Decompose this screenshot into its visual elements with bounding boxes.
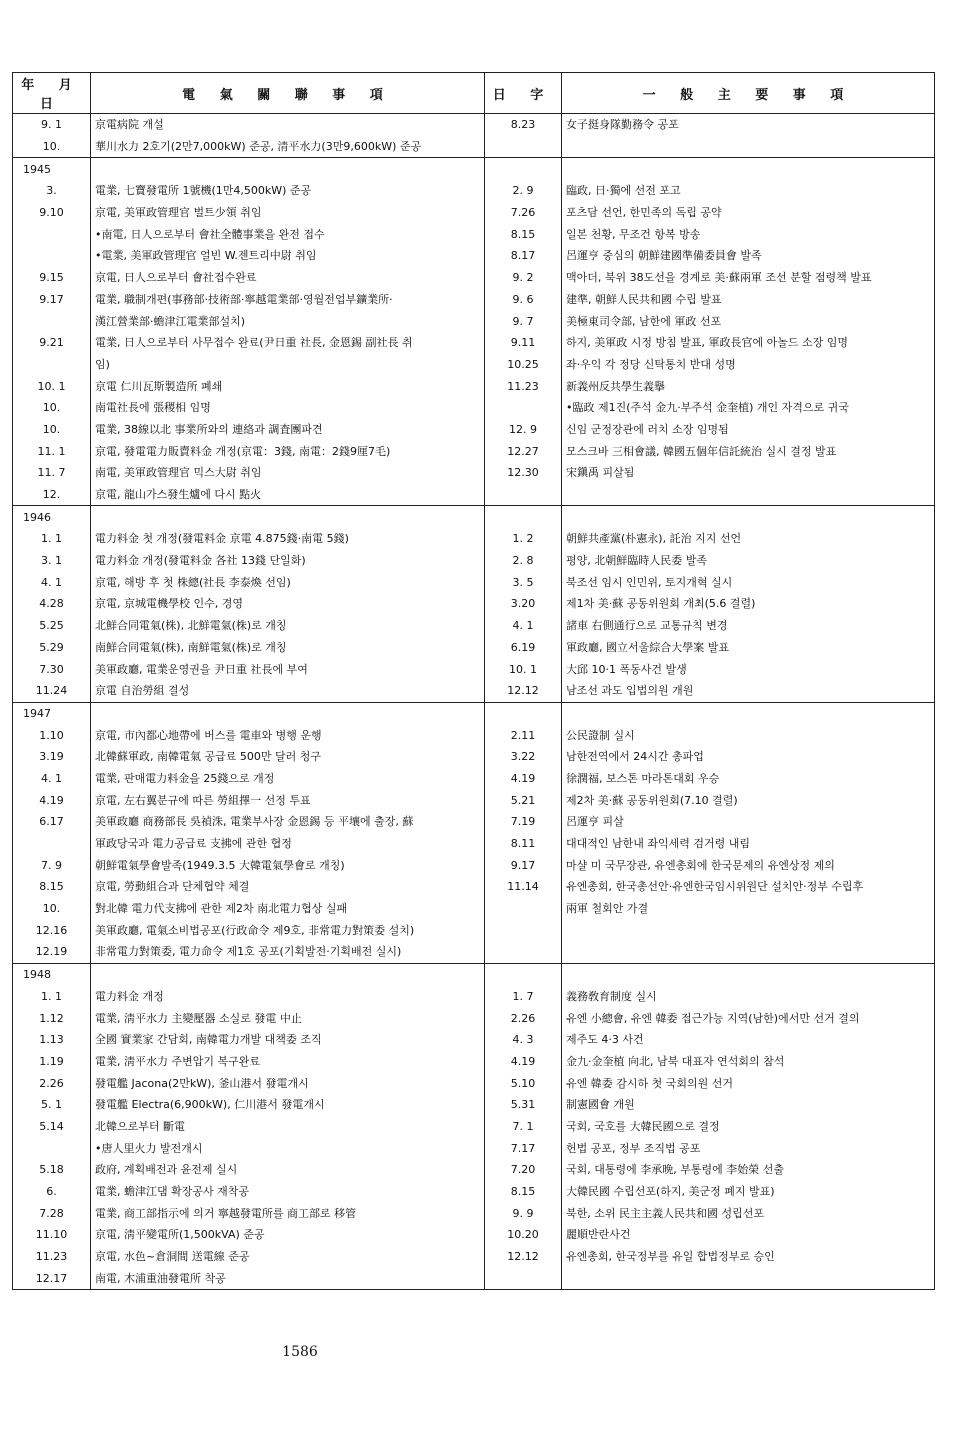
table-row: [13, 919, 935, 941]
table-row: [13, 986, 935, 1008]
general-event-cell: [562, 919, 935, 941]
date2-cell: 7. 1: [485, 1116, 562, 1138]
electric-event-cell: 發電艦 Electra(6,900kW), 仁川港서 發電개시: [91, 1094, 485, 1116]
electric-event-cell: •電業, 美軍政管理官 얼빈 W.젠트리中尉 취임: [91, 245, 485, 267]
general-event-cell: 義務敎育制度 실시: [562, 986, 935, 1008]
date2-cell: [485, 1267, 562, 1289]
date-cell: 4. 1: [13, 768, 91, 790]
general-event-cell: 呂運亨 피살: [562, 811, 935, 833]
table-row: [13, 528, 935, 550]
electric-event-cell: 電業, 蟾津江댐 확장공사 재착공: [91, 1181, 485, 1203]
date2-cell: 3. 5: [485, 571, 562, 593]
electric-event-cell: 電業, 38線以北 事業所와의 連絡과 調査團파견: [91, 419, 485, 441]
date2-cell: 3.22: [485, 746, 562, 768]
date2-cell: 7.17: [485, 1137, 562, 1159]
general-event-cell: 맥아더, 북위 38도선을 경계로 美·蘇兩軍 조선 분할 점령책 발표: [562, 267, 935, 289]
electric-event-cell: 南鮮合同電氣(株), 南鮮電氣(株)로 개칭: [91, 637, 485, 659]
table-row: [13, 1007, 935, 1029]
electric-event-cell: 電業, 淸平水力 주변압기 복구완료: [91, 1051, 485, 1073]
general-event-cell: [562, 1267, 935, 1289]
date2-cell: [485, 397, 562, 419]
date2-cell: [485, 136, 562, 158]
electric-event-cell: 京電 仁川瓦斯製造所 폐쇄: [91, 375, 485, 397]
electric-event-cell: 電力料金 개정: [91, 986, 485, 1008]
date-cell: 8.15: [13, 876, 91, 898]
table-row: [13, 789, 935, 811]
general-event-cell: 제주도 4·3 사건: [562, 1029, 935, 1051]
general-event-cell: 徐潤福, 보스톤 마라톤대회 우승: [562, 768, 935, 790]
general-event-cell: •臨政 제1진(주석 金九·부주석 金奎植) 개인 자격으로 귀국: [562, 397, 935, 419]
date-cell: 12.16: [13, 919, 91, 941]
header-date2: 日 字: [485, 73, 562, 114]
general-event-cell: [562, 158, 935, 180]
table-row: [13, 833, 935, 855]
chronology-table: [12, 72, 935, 1290]
electric-event-cell: 京電, 左右翼분규에 따른 勞組擇一 선정 투표: [91, 789, 485, 811]
date2-cell: [485, 506, 562, 528]
general-event-cell: 美極東司令部, 남한에 軍政 선포: [562, 310, 935, 332]
table-row: [13, 876, 935, 898]
general-event-cell: 포츠담 선언, 한민족의 독립 공약: [562, 202, 935, 224]
year-row: [13, 963, 935, 985]
table-row: [13, 658, 935, 680]
general-event-cell: 대대적인 남한내 좌익세력 검거령 내림: [562, 833, 935, 855]
table-row: [13, 898, 935, 920]
date-cell: 3.: [13, 180, 91, 202]
general-event-cell: 大邱 10·1 폭동사건 발생: [562, 658, 935, 680]
electric-event-cell: 電業, 판매電力料金을 25錢으로 개정: [91, 768, 485, 790]
general-event-cell: 유엔 韓委 감시하 첫 국회의원 선거: [562, 1072, 935, 1094]
table-row: [13, 397, 935, 419]
table-row: [13, 1224, 935, 1246]
general-event-cell: 일본 천황, 무조건 항복 방송: [562, 223, 935, 245]
table-row: [13, 571, 935, 593]
header-electric-events: 電 氣 關 聯 事 項: [91, 73, 485, 114]
electric-event-cell: 軍政당국과 電力공급료 支拂에 관한 협정: [91, 833, 485, 855]
table-row: [13, 1159, 935, 1181]
electric-event-cell: 北韓蘇軍政, 南韓電氣 공급료 500만 달러 청구: [91, 746, 485, 768]
date-cell: 1.10: [13, 724, 91, 746]
date-cell: 11. 7: [13, 462, 91, 484]
date2-cell: [485, 963, 562, 985]
general-event-cell: 신임 군정장관에 러치 소장 임명됨: [562, 419, 935, 441]
electric-event-cell: 京電, 淸平變電所(1,500kVA) 준공: [91, 1224, 485, 1246]
date2-cell: 12.27: [485, 440, 562, 462]
date2-cell: 4. 1: [485, 615, 562, 637]
table-row: [13, 114, 935, 136]
table-row: [13, 1137, 935, 1159]
general-event-cell: 呂運亨 중심의 朝鮮建國準備委員會 발족: [562, 245, 935, 267]
date2-cell: 9.17: [485, 854, 562, 876]
date2-cell: 12. 9: [485, 419, 562, 441]
electric-event-cell: 美軍政廳, 電業운영권을 尹日重 社長에 부여: [91, 658, 485, 680]
electric-event-cell: 對北韓 電力代支拂에 관한 제2차 南北電力협상 실패: [91, 898, 485, 920]
table-row: [13, 375, 935, 397]
electric-event-cell: [91, 158, 485, 180]
date2-cell: 9. 7: [485, 310, 562, 332]
date2-cell: [485, 898, 562, 920]
table-row: [13, 1202, 935, 1224]
table-row: [13, 289, 935, 311]
page-number: 1586: [282, 1344, 318, 1360]
date2-cell: 11.23: [485, 375, 562, 397]
electric-event-cell: 美軍政廳, 電氣소비법공포(行政命令 제9호, 非常電力對策委 설치): [91, 919, 485, 941]
table-row: [13, 245, 935, 267]
date2-cell: 2. 8: [485, 550, 562, 572]
date-cell: 2.26: [13, 1072, 91, 1094]
electric-event-cell: 京電, 日人으로부터 會社접수완료: [91, 267, 485, 289]
general-event-cell: 軍政廳, 國立서울綜合大學案 발표: [562, 637, 935, 659]
date-cell: [13, 833, 91, 855]
general-event-cell: 建準, 朝鮮人民共和國 수립 발표: [562, 289, 935, 311]
table-row: [13, 1116, 935, 1138]
general-event-cell: 宋鎭禹 피살됨: [562, 462, 935, 484]
date-cell: 4.19: [13, 789, 91, 811]
table-row: [13, 1181, 935, 1203]
table-row: [13, 202, 935, 224]
general-event-cell: 大韓民國 수립선포(하지, 美군정 폐지 발표): [562, 1181, 935, 1203]
year-row: [13, 702, 935, 724]
electric-event-cell: 電力料金 개정(發電料金 各社 13錢 단일화): [91, 550, 485, 572]
date-cell: 6.: [13, 1181, 91, 1203]
general-event-cell: 朝鮮共產黨(朴憲永), 託治 지지 선언: [562, 528, 935, 550]
electric-event-cell: 華川水力 2호기(2만7,000kW) 준공, 清平水力(3만9,600kW) 준공: [91, 136, 485, 158]
general-event-cell: 諸車 右側通行으로 교통규칙 변경: [562, 615, 935, 637]
date2-cell: 4.19: [485, 1051, 562, 1073]
electric-event-cell: 電業, 七寶發電所 1號機(1만4,500kW) 준공: [91, 180, 485, 202]
date2-cell: 9. 9: [485, 1202, 562, 1224]
date2-cell: 10.25: [485, 354, 562, 376]
general-event-cell: 麗順반란사건: [562, 1224, 935, 1246]
date2-cell: 10. 1: [485, 658, 562, 680]
electric-event-cell: •唐人里火力 발전개시: [91, 1137, 485, 1159]
table-row: [13, 136, 935, 158]
date-cell: 11.24: [13, 680, 91, 702]
date-cell: 9. 1: [13, 114, 91, 136]
date2-cell: 8.17: [485, 245, 562, 267]
date-cell: 1. 1: [13, 528, 91, 550]
electric-event-cell: 京電, 京城電機學校 인수, 경영: [91, 593, 485, 615]
table-row: [13, 419, 935, 441]
electric-event-cell: 北鮮合同電氣(株), 北鮮電氣(株)로 개칭: [91, 615, 485, 637]
date-cell: 10.: [13, 397, 91, 419]
general-event-cell: 臨政, 日·獨에 선전 포고: [562, 180, 935, 202]
date-cell: 11. 1: [13, 440, 91, 462]
table-row: [13, 1029, 935, 1051]
date2-cell: 8.15: [485, 223, 562, 245]
general-event-cell: 북한, 소위 民主主義人民共和國 성립선포: [562, 1202, 935, 1224]
date-cell: 6.17: [13, 811, 91, 833]
general-event-cell: 제1차 美·蘇 공동위원회 개최(5.6 결렬): [562, 593, 935, 615]
date2-cell: 7.20: [485, 1159, 562, 1181]
date-cell: 7. 9: [13, 854, 91, 876]
table-row: [13, 440, 935, 462]
electric-event-cell: 京電, 發電電力販賣料金 개정(京電：3錢, 南電：2錢9厘7毛): [91, 440, 485, 462]
date-cell: 5.25: [13, 615, 91, 637]
general-event-cell: 국회, 대통령에 李承晩, 부통령에 李始榮 선출: [562, 1159, 935, 1181]
general-event-cell: 公民證制 실시: [562, 724, 935, 746]
table-row: [13, 1051, 935, 1073]
electric-event-cell: 京電, 美軍政管理官 벌트少領 취임: [91, 202, 485, 224]
table-row: [13, 811, 935, 833]
date-cell: 5.29: [13, 637, 91, 659]
general-event-cell: 좌·우익 각 정당 신탁통치 반대 성명: [562, 354, 935, 376]
date-cell: 1. 1: [13, 986, 91, 1008]
header-row: [13, 73, 935, 114]
general-event-cell: 新義州反共學生義擧: [562, 375, 935, 397]
table-row: [13, 1246, 935, 1268]
date2-cell: 7.19: [485, 811, 562, 833]
electric-event-cell: 全國 實業家 간담회, 南韓電力개발 대책委 조직: [91, 1029, 485, 1051]
date-cell: 9.17: [13, 289, 91, 311]
date2-cell: 5.31: [485, 1094, 562, 1116]
date2-cell: [485, 158, 562, 180]
date-cell: 11.10: [13, 1224, 91, 1246]
electric-event-cell: [91, 506, 485, 528]
date-cell: [13, 310, 91, 332]
date2-cell: [485, 941, 562, 963]
date-cell: 10. 1: [13, 375, 91, 397]
electric-event-cell: 北韓으로부터 斷電: [91, 1116, 485, 1138]
general-event-cell: 兩軍 철회안 가결: [562, 898, 935, 920]
electric-event-cell: 임): [91, 354, 485, 376]
date2-cell: 8.23: [485, 114, 562, 136]
date-cell: 5.18: [13, 1159, 91, 1181]
electric-event-cell: 京電病院 개설: [91, 114, 485, 136]
general-event-cell: 유엔총회, 한국총선안·유엔한국임시위원단 설치안·정부 수립후: [562, 876, 935, 898]
date2-cell: 10.20: [485, 1224, 562, 1246]
date2-cell: 3.20: [485, 593, 562, 615]
table-body: [13, 114, 935, 1290]
date2-cell: 12.30: [485, 462, 562, 484]
table-row: [13, 223, 935, 245]
table-row: [13, 854, 935, 876]
electric-event-cell: [91, 963, 485, 985]
date-cell: 9.21: [13, 332, 91, 354]
table-row: [13, 637, 935, 659]
electric-event-cell: 電業, 日人으로부터 사무접수 완료(尹日重 社長, 金恩錫 副社長 취: [91, 332, 485, 354]
date-cell: 1946: [13, 506, 91, 528]
date2-cell: 12.12: [485, 680, 562, 702]
date2-cell: 9.11: [485, 332, 562, 354]
electric-event-cell: 電業, 職制개편(事務部·技術部·寧越電業部·영월전업부鑛業所·: [91, 289, 485, 311]
electric-event-cell: 京電, 勞動組合과 단체협약 체결: [91, 876, 485, 898]
table-row: [13, 941, 935, 963]
date-cell: 10.: [13, 419, 91, 441]
date2-cell: 5.10: [485, 1072, 562, 1094]
table-row: [13, 680, 935, 702]
electric-event-cell: 非常電力對策委, 電力命令 제1호 공포(기획발전·기획배전 실시): [91, 941, 485, 963]
date-cell: [13, 1137, 91, 1159]
date2-cell: 4. 3: [485, 1029, 562, 1051]
date2-cell: 1. 7: [485, 986, 562, 1008]
electric-event-cell: 電力料金 첫 개정(發電料金 京電 4.875錢·南電 5錢): [91, 528, 485, 550]
date2-cell: [485, 484, 562, 506]
electric-event-cell: 京電, 해방 후 첫 株總(社長 李泰煥 선임): [91, 571, 485, 593]
general-event-cell: 국회, 국호를 大韓民國으로 결정: [562, 1116, 935, 1138]
date-cell: 1947: [13, 702, 91, 724]
date2-cell: 9. 2: [485, 267, 562, 289]
date-cell: [13, 354, 91, 376]
table-row: [13, 746, 935, 768]
general-event-cell: 남조선 과도 입법의원 개원: [562, 680, 935, 702]
general-event-cell: [562, 484, 935, 506]
general-event-cell: [562, 941, 935, 963]
date-cell: 4.28: [13, 593, 91, 615]
electric-event-cell: 南電, 木浦重油發電所 착공: [91, 1267, 485, 1289]
electric-event-cell: 發電艦 Jacona(2만kW), 釜山港서 發電개시: [91, 1072, 485, 1094]
table-row: [13, 267, 935, 289]
electric-event-cell: 電業, 淸平水力 主變壓器 소실로 發電 中止: [91, 1007, 485, 1029]
date-cell: 7.28: [13, 1202, 91, 1224]
date2-cell: [485, 919, 562, 941]
table-row: [13, 1072, 935, 1094]
electric-event-cell: •南電, 日人으로부터 會社全體事業을 완전 접수: [91, 223, 485, 245]
date2-cell: 5.21: [485, 789, 562, 811]
general-event-cell: 金九·金奎植 向北, 남북 대표자 연석회의 참석: [562, 1051, 935, 1073]
header-date: 年 月 日: [13, 73, 91, 114]
date2-cell: [485, 702, 562, 724]
general-event-cell: 마샬 미 국무장관, 유엔총회에 한국문제의 유엔상정 제의: [562, 854, 935, 876]
date-cell: 3. 1: [13, 550, 91, 572]
date-cell: 7.30: [13, 658, 91, 680]
table-row: [13, 615, 935, 637]
table-row: [13, 310, 935, 332]
general-event-cell: 女子挺身隊勤務令 공포: [562, 114, 935, 136]
table-row: [13, 724, 935, 746]
electric-event-cell: 南電, 美軍政管理官 믹스大尉 취임: [91, 462, 485, 484]
date-cell: [13, 223, 91, 245]
date-cell: 11.23: [13, 1246, 91, 1268]
general-event-cell: 유엔 小總會, 유엔 韓委 접근가능 지역(남한)에서만 선거 결의: [562, 1007, 935, 1029]
electric-event-cell: 南電社長에 張稷相 임명: [91, 397, 485, 419]
date-cell: 1.19: [13, 1051, 91, 1073]
table-row: [13, 1094, 935, 1116]
electric-event-cell: 京電 自治勞組 결성: [91, 680, 485, 702]
electric-event-cell: 朝鮮電氣學會발족(1949.3.5 大韓電氣學會로 개칭): [91, 854, 485, 876]
general-event-cell: 하지, 美軍政 시정 방침 발표, 軍政長官에 아놀드 소장 임명: [562, 332, 935, 354]
electric-event-cell: 京電, 水色~倉洞間 送電線 준공: [91, 1246, 485, 1268]
table-row: [13, 180, 935, 202]
date2-cell: 6.19: [485, 637, 562, 659]
date2-cell: 9. 6: [485, 289, 562, 311]
date2-cell: 12.12: [485, 1246, 562, 1268]
date2-cell: 2.26: [485, 1007, 562, 1029]
table-row: [13, 1267, 935, 1289]
general-event-cell: 남한전역에서 24시간 총파업: [562, 746, 935, 768]
date-cell: 9.10: [13, 202, 91, 224]
general-event-cell: [562, 702, 935, 724]
date-cell: 5.14: [13, 1116, 91, 1138]
table-row: [13, 354, 935, 376]
date-cell: 3.19: [13, 746, 91, 768]
date-cell: 1.12: [13, 1007, 91, 1029]
date-cell: [13, 245, 91, 267]
date-cell: 1948: [13, 963, 91, 985]
table-row: [13, 768, 935, 790]
year-row: [13, 158, 935, 180]
year-row: [13, 506, 935, 528]
electric-event-cell: 電業, 商工部指示에 의거 寧越發電所를 商工部로 移管: [91, 1202, 485, 1224]
date-cell: 1945: [13, 158, 91, 180]
date2-cell: 4.19: [485, 768, 562, 790]
general-event-cell: 유엔총회, 한국정부를 유일 합법정부로 승인: [562, 1246, 935, 1268]
date2-cell: 2.11: [485, 724, 562, 746]
date-cell: 5. 1: [13, 1094, 91, 1116]
date2-cell: 2. 9: [485, 180, 562, 202]
general-event-cell: [562, 136, 935, 158]
header-general-events: 一 般 主 要 事 項: [562, 73, 935, 114]
date-cell: 12.: [13, 484, 91, 506]
date2-cell: 8.15: [485, 1181, 562, 1203]
table-row: [13, 484, 935, 506]
general-event-cell: 헌법 공포, 정부 조직법 공포: [562, 1137, 935, 1159]
general-event-cell: 제2차 美·蘇 공동위원회(7.10 결렬): [562, 789, 935, 811]
general-event-cell: 북조선 임시 인민위, 토지개혁 실시: [562, 571, 935, 593]
date2-cell: 7.26: [485, 202, 562, 224]
electric-event-cell: 京電, 市內都心地帶에 버스를 電車와 병행 운행: [91, 724, 485, 746]
date-cell: 4. 1: [13, 571, 91, 593]
date2-cell: 8.11: [485, 833, 562, 855]
date-cell: 12.19: [13, 941, 91, 963]
table-row: [13, 550, 935, 572]
electric-event-cell: 漢江營業部·蟾津江電業部설치): [91, 310, 485, 332]
date-cell: 10.: [13, 898, 91, 920]
table-row: [13, 462, 935, 484]
date-cell: 12.17: [13, 1267, 91, 1289]
general-event-cell: 制憲國會 개원: [562, 1094, 935, 1116]
date2-cell: 1. 2: [485, 528, 562, 550]
general-event-cell: [562, 963, 935, 985]
general-event-cell: 평양, 北朝鮮臨時人民委 발족: [562, 550, 935, 572]
date-cell: 10.: [13, 136, 91, 158]
general-event-cell: 모스크바 三相會議, 韓國五個年信託統治 실시 결정 발표: [562, 440, 935, 462]
general-event-cell: [562, 506, 935, 528]
table-row: [13, 593, 935, 615]
electric-event-cell: [91, 702, 485, 724]
electric-event-cell: 政府, 계획배전과 윤전제 실시: [91, 1159, 485, 1181]
date2-cell: 11.14: [485, 876, 562, 898]
date-cell: 9.15: [13, 267, 91, 289]
electric-event-cell: 京電, 龍山가스發生爐에 다시 點火: [91, 484, 485, 506]
table-row: [13, 332, 935, 354]
electric-event-cell: 美軍政廳 商務部長 吳禎洙, 電業부사장 金恩錫 등 平壤에 출장, 蘇: [91, 811, 485, 833]
date-cell: 1.13: [13, 1029, 91, 1051]
